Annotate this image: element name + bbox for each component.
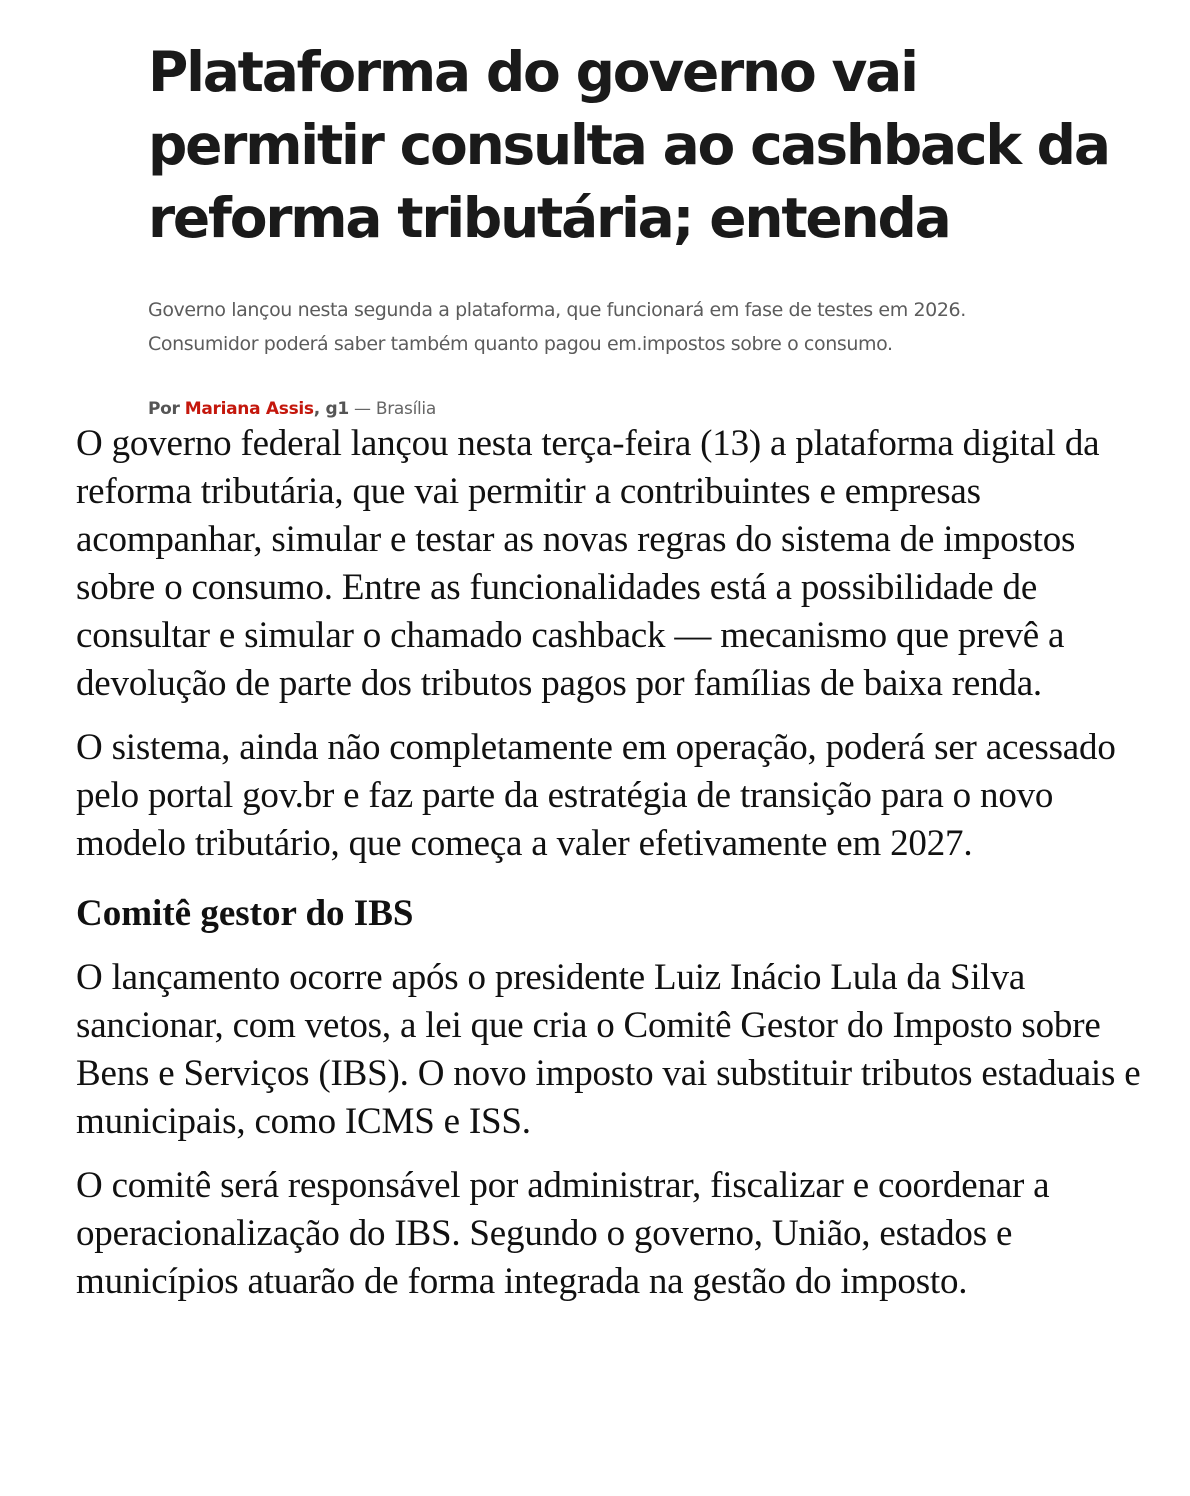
- article-headline: Plataforma do governo vai permitir consulta ao cashback da reforma tributária; entenda: [148, 40, 1109, 250]
- subtitle-line-1: Governo lançou nesta segunda a plataforma, que funcionará em fase de testes em 2026.: [148, 299, 966, 321]
- subtitle-line-2: Consumidor poderá saber também quanto pagou em.impostos sobre o consumo.: [148, 333, 893, 355]
- section-paragraph-2: O comitê será responsável por administrar, fiscalizar e coordenar a operacionalização do IBS. Segundo o governo, União, estados e municípios atuarão de forma integrada na gestão do imposto.: [76, 1165, 1050, 1302]
- byline-location: Brasília: [375, 399, 436, 419]
- body-paragraph-2: O sistema, ainda não completamente em operação, poderá ser acessado pelo portal gov.br e faz parte da estratégia de transição para o novo modelo tributário, que começa a valer efetivamente em 2027.: [76, 727, 1116, 864]
- article-body: [76, 420, 1146, 1322]
- byline-separator: —: [354, 399, 371, 419]
- byline-outlet: g1: [325, 399, 349, 419]
- byline: Por Mariana Assis, g1 — Brasília: [148, 399, 436, 419]
- article-subtitle: [148, 293, 1138, 361]
- author-link[interactable]: Mariana Assis: [184, 399, 314, 419]
- section-heading: Comitê gestor do IBS: [76, 893, 414, 934]
- article-header: [148, 36, 1138, 419]
- body-paragraph-1: O governo federal lançou nesta terça-feira (13) a plataforma digital da reforma tributária, que vai permitir a contribuintes e empresas acompanhar, simular e testar as novas regras do sistema de impostos sobre o consumo. Entre as funcionalidades está a possibilidade de consultar e simular o chamado cashback — mecanismo que prevê a devolução de parte dos tributos pagos por famílias de baixa renda.: [76, 423, 1100, 704]
- byline-prefix: Por: [148, 399, 180, 419]
- section-paragraph-1: O lançamento ocorre após o presidente Luiz Inácio Lula da Silva sancionar, com vetos, a lei que cria o Comitê Gestor do Imposto sobre Bens e Serviços (IBS). O novo imposto vai substituir tributos estaduais e municipais, como ICMS e ISS.: [76, 957, 1141, 1142]
